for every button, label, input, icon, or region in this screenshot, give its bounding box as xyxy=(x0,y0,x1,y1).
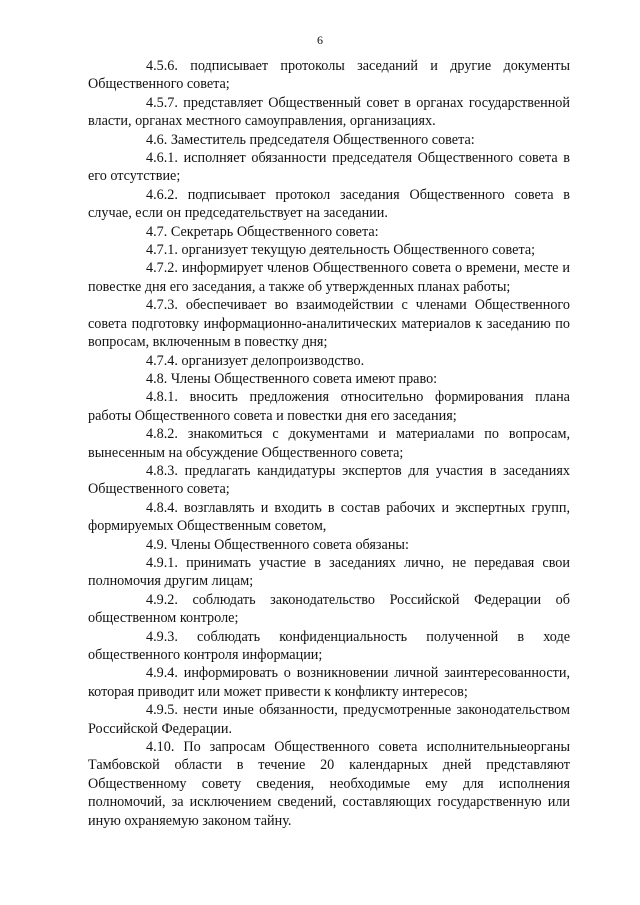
paragraph-4-6-1: 4.6.1. исполняет обязанности председателя Общественного совета в его отсутствие; xyxy=(88,150,570,185)
paragraph-4-9: 4.9. Члены Общественного совета обязаны: xyxy=(146,536,409,553)
paragraph-4-6-2: 4.6.2. подписывает протокол заседания Общественного совета в случае, если он председательствует на заседании. xyxy=(88,186,570,222)
paragraph-4-5-7: 4.5.7. представляет Общественный совет в органах государственной власти, органах местного самоуправления, организациях. xyxy=(88,94,570,130)
paragraph-4-6: 4.6. Заместитель председателя Общественного совета: xyxy=(146,131,475,148)
paragraph-4-7-2: 4.7.2. информирует членов Общественного совета о времени, месте и повестке дня его заседания, а также об утвержденных планах работы; xyxy=(88,260,570,295)
paragraph-4-8-4: 4.8.4. возглавлять и входить в состав рабочих и экспертных групп, формируемых Общественным советом, xyxy=(88,499,570,535)
paragraph-4-8: 4.8. Члены Общественного совета имеют право: xyxy=(146,370,438,387)
paragraph-4-7-4: 4.7.4. организует делопроизводство. xyxy=(146,352,365,369)
paragraph-4-5-6: 4.5.6. подписывает протоколы заседаний и другие документы Общественного совета; xyxy=(88,58,570,93)
paragraph-4-9-2: 4.9.2. соблюдать законодательство Российской Федерации об общественном контроле; xyxy=(88,591,570,627)
paragraph-4-8-3: 4.8.3. предлагать кандидатуры экспертов для участия в заседаниях Общественного совета; xyxy=(88,462,570,498)
paragraph-4-9-1: 4.9.1. принимать участие в заседаниях лично, не передавая свои полномочия другим лицам; xyxy=(88,554,570,590)
page-number: 6 xyxy=(317,33,323,47)
paragraph-4-9-4: 4.9.4. информировать о возникновении личной заинтересованности, которая приводит или может привести к конфликту интересов; xyxy=(88,665,570,700)
paragraph-4-7: 4.7. Секретарь Общественного совета: xyxy=(146,223,379,240)
paragraph-4-8-2: 4.8.2. знакомиться с документами и материалами по вопросам, вынесенным на обсуждение Общественного совета; xyxy=(88,426,570,461)
paragraph-4-9-3: 4.9.3. соблюдать конфиденциальность полученной в ходе общественного контроля информации; xyxy=(88,628,570,663)
paragraph-4-7-1: 4.7.1. организует текущую деятельность Общественного совета; xyxy=(146,242,536,259)
paragraph-4-7-3: 4.7.3. обеспечивает во взаимодействии с членами Общественного совета подготовку информационно-аналитических материалов к заседанию по вопросам, включенным в повестку дня; xyxy=(88,297,570,351)
paragraph-4-10: 4.10. По запросам Общественного совета исполнительныеорганы Тамбовской области в течение 20 календарных дней представляют Общественному совету сведения, необходимые ему для исполнения полномочий, за исключением сведений, составляющих государственную или иную охраняемую законом тайну. xyxy=(88,739,570,829)
document-body xyxy=(88,57,570,830)
paragraph-4-8-1: 4.8.1. вносить предложения относительно формирования плана работы Общественного совета и повестки дня его заседания; xyxy=(88,389,570,424)
paragraph-4-9-5: 4.9.5. нести иные обязанности, предусмотренные законодательством Российской Федерации. xyxy=(88,702,570,737)
